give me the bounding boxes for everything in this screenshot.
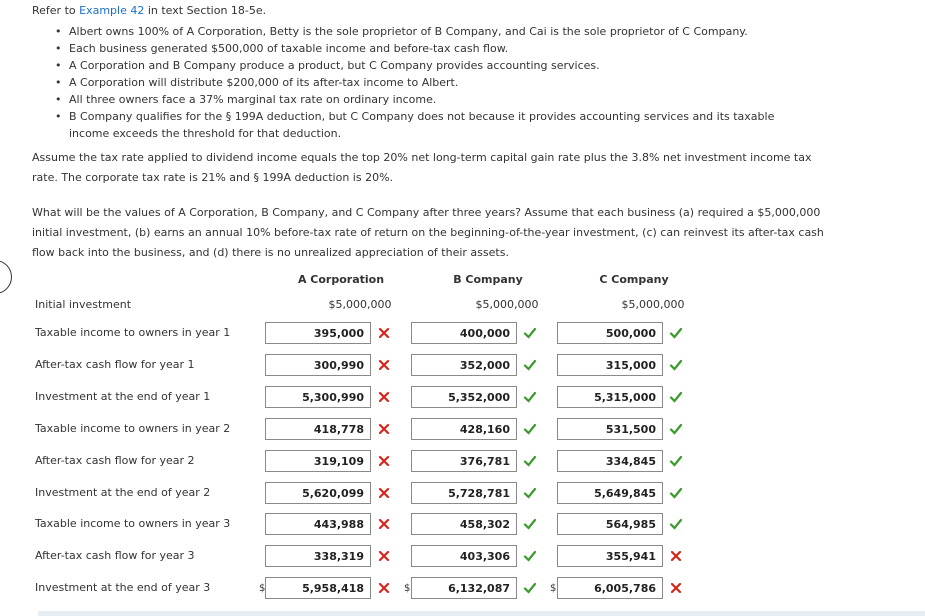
initial-value-a: $5,000,000 — [328, 298, 392, 311]
answer-input-c[interactable] — [557, 450, 663, 472]
check-icon — [523, 358, 537, 372]
row-label: After-tax cash flow for year 3 — [35, 549, 195, 562]
dollar-sign-a: $ — [259, 583, 266, 594]
row-label: Taxable income to owners in year 2 — [35, 422, 231, 435]
x-icon — [377, 358, 391, 372]
x-icon — [377, 581, 391, 595]
check-icon — [669, 390, 683, 404]
row-label: After-tax cash flow for year 2 — [35, 454, 195, 467]
check-icon — [523, 581, 537, 595]
initial-value-b: $5,000,000 — [475, 298, 539, 311]
bottom-divider — [38, 611, 925, 616]
answer-input-c[interactable] — [557, 513, 663, 535]
row-label: Investment at the end of year 3 — [35, 581, 211, 594]
check-icon — [523, 486, 537, 500]
intro-line — [32, 4, 266, 17]
answer-input-a[interactable] — [265, 386, 371, 408]
answer-input-c[interactable] — [557, 545, 663, 567]
check-icon — [523, 517, 537, 531]
check-icon — [523, 390, 537, 404]
answer-input-b[interactable] — [411, 322, 517, 344]
column-header-a-corporation: A Corporation — [297, 273, 385, 286]
check-icon — [669, 486, 683, 500]
initial-value-c: $5,000,000 — [621, 298, 685, 311]
dollar-sign-c: $ — [550, 583, 557, 594]
dollar-sign-b: $ — [404, 583, 411, 594]
x-icon — [669, 581, 683, 595]
answer-input-c[interactable] — [557, 322, 663, 344]
answer-input-b[interactable] — [411, 418, 517, 440]
check-icon — [669, 326, 683, 340]
answer-input-a[interactable] — [265, 513, 371, 535]
intro-prefix: Refer to — [32, 4, 80, 17]
check-icon — [523, 326, 537, 340]
answer-input-a[interactable] — [265, 450, 371, 472]
row-label: Investment at the end of year 2 — [35, 486, 211, 499]
check-icon — [523, 454, 537, 468]
row-label: Taxable income to owners in year 3 — [35, 517, 231, 530]
example-link[interactable]: Example 42 — [79, 4, 145, 17]
focus-circle — [0, 260, 12, 294]
answer-input-a[interactable] — [265, 482, 371, 504]
answer-input-c[interactable] — [557, 577, 663, 599]
answer-input-b[interactable] — [411, 545, 517, 567]
x-icon — [377, 390, 391, 404]
x-icon — [377, 517, 391, 531]
list-item: • B Company qualifies for the § 199A deduction, but C Company does not because it provides accounting services and its taxable income exceeds the threshold for that deduction. — [55, 108, 815, 142]
column-header-c-company: C Company — [599, 273, 669, 286]
row-label: Investment at the end of year 1 — [35, 390, 211, 403]
answer-input-c[interactable] — [557, 418, 663, 440]
answer-input-b[interactable] — [411, 513, 517, 535]
column-header-b-company: B Company — [453, 273, 523, 286]
x-icon — [669, 549, 683, 563]
x-icon — [377, 422, 391, 436]
answer-input-c[interactable] — [557, 354, 663, 376]
answer-input-b[interactable] — [411, 482, 517, 504]
check-icon — [669, 454, 683, 468]
answer-input-b[interactable] — [411, 450, 517, 472]
answer-input-a[interactable] — [265, 322, 371, 344]
x-icon — [377, 454, 391, 468]
check-icon — [669, 517, 683, 531]
check-icon — [669, 358, 683, 372]
list-item: • Albert owns 100% of A Corporation, Betty is the sole proprietor of B Company, and Cai is the sole proprietor of C Company. — [55, 23, 815, 40]
x-icon — [377, 326, 391, 340]
answer-input-a[interactable] — [265, 577, 371, 599]
answer-input-b[interactable] — [411, 386, 517, 408]
list-item: • A Corporation will distribute $200,000 of its after-tax income to Albert. — [55, 74, 815, 91]
check-icon — [523, 549, 537, 563]
answer-input-c[interactable] — [557, 482, 663, 504]
x-icon — [377, 549, 391, 563]
check-icon — [669, 422, 683, 436]
row-label: Taxable income to owners in year 1 — [35, 326, 231, 339]
answer-input-b[interactable] — [411, 354, 517, 376]
x-icon — [377, 486, 391, 500]
assumption-paragraph: Assume the tax rate applied to dividend income equals the top 20% net long-term capital gain rate plus the 3.8% net investment income tax rate. The corporate tax rate is 21% and § 199A deduction is 20%. — [32, 151, 812, 184]
list-item: • Each business generated $500,000 of taxable income and before-tax cash flow. — [55, 40, 815, 57]
row-label-initial-investment: Initial investment — [35, 298, 132, 311]
answer-input-b[interactable] — [411, 577, 517, 599]
question-paragraph: What will be the values of A Corporation, B Company, and C Company after three years? Assume that each business (a) required a $5,000,000 initial investment, (b) earns an annual 10% before-tax rate of return on the beginning-of-the-year investment, (c) can reinvest its after-tax cash flow back into the business, and (d) there is no unrealized appreciation of their assets. — [32, 206, 824, 259]
check-icon — [523, 422, 537, 436]
answer-input-a[interactable] — [265, 354, 371, 376]
list-item: • A Corporation and B Company produce a product, but C Company provides accounting services. — [55, 57, 815, 74]
row-label: After-tax cash flow for year 1 — [35, 358, 195, 371]
facts-list — [55, 23, 815, 142]
answer-input-a[interactable] — [265, 418, 371, 440]
answer-input-a[interactable] — [265, 545, 371, 567]
intro-suffix: in text Section 18-5e. — [144, 4, 267, 17]
answer-input-c[interactable] — [557, 386, 663, 408]
list-item: • All three owners face a 37% marginal tax rate on ordinary income. — [55, 91, 815, 108]
